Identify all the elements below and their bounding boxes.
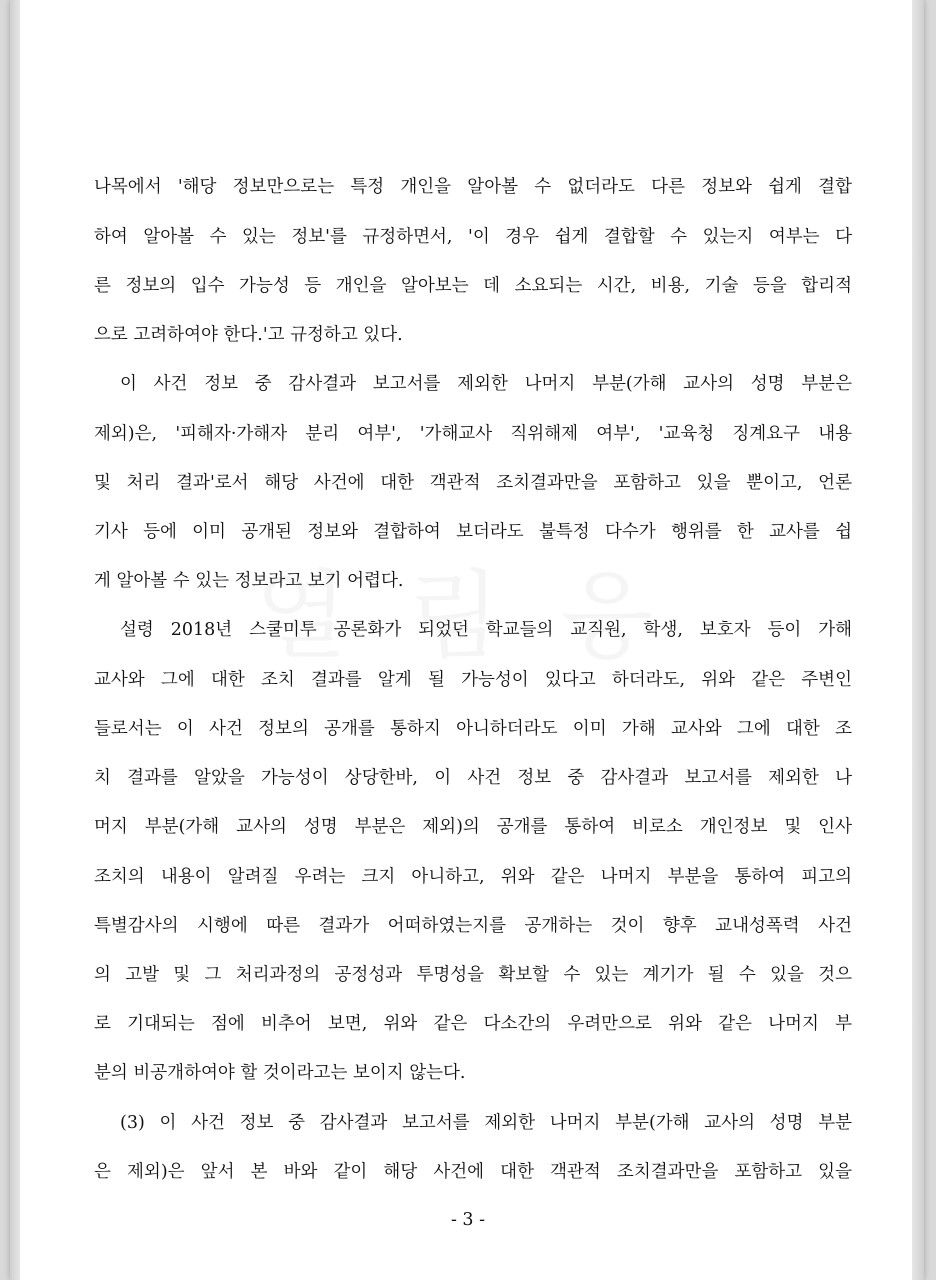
body-line: 조치의 내용이 알려질 우려는 크지 아니하고, 위와 같은 나머지 부분을 통하여 피고의: [94, 867, 852, 887]
body-line: 으로 고려하여야 한다.'고 규정하고 있다.: [94, 325, 403, 345]
body-line: 의 고발 및 그 처리과정의 공정성과 투명성을 확보할 수 있는 계기가 될 수 있을 것으: [94, 965, 852, 985]
document-page: [10, 0, 924, 1280]
body-line: 머지 부분(가해 교사의 성명 부분은 제외)의 공개를 통하여 비로소 개인정보 및 인사: [94, 817, 852, 837]
body-line: 하여 알아볼 수 있는 정보'를 규정하면서, '이 경우 쉽게 결합할 수 있는지 여부는 다: [94, 227, 852, 247]
body-line: 치 결과를 알았을 가능성이 상당한바, 이 사건 정보 중 감사결과 보고서를 제외한 나: [94, 768, 852, 788]
paragraph-start-line: 이 사건 정보 중 감사결과 보고서를 제외한 나머지 부분(가해 교사의 성명 부분은: [120, 374, 852, 394]
body-line: 제외)은, '피해자·가해자 분리 여부', '가해교사 직위해제 여부', '교육청 징계요구 내용: [94, 424, 852, 444]
paragraph-start-line: 설령 2018년 스쿨미투 공론화가 되었던 학교들의 교직원, 학생, 보호자 등이 가해: [120, 620, 852, 640]
body-line: 특별감사의 시행에 따른 결과가 어떠하였는지를 공개하는 것이 향후 교내성폭력 사건: [94, 916, 852, 936]
body-line: 른 정보의 입수 가능성 등 개인을 알아보는 데 소요되는 시간, 비용, 기술 등을 합리적: [94, 276, 852, 296]
body-line: 분의 비공개하여야 할 것이라고는 보이지 않는다.: [94, 1063, 466, 1083]
body-line: 기사 등에 이미 공개된 정보와 결합하여 보더라도 불특정 다수가 행위를 한 교사를 쉽: [94, 522, 852, 542]
watermark: [255, 540, 713, 677]
body-line: 및 처리 결과'로서 해당 사건에 대한 객관적 조치결과만을 포함하고 있을 뿐이고, 언론: [94, 473, 852, 493]
body-line: 나목에서 '해당 정보만으로는 특정 개인을 알아볼 수 없더라도 다른 정보와 쉽게 결합: [94, 177, 852, 197]
body-line: 교사와 그에 대한 조치 결과를 알게 될 가능성이 있다고 하더라도, 위와 같은 주변인: [94, 670, 852, 690]
body-line: 게 알아볼 수 있는 정보라고 보기 어렵다.: [94, 571, 404, 591]
paragraph-start-line: (3) 이 사건 정보 중 감사결과 보고서를 제외한 나머지 부분(가해 교사의 성명 부분: [120, 1113, 852, 1133]
body-line: 들로서는 이 사건 정보의 공개를 통하지 아니하더라도 이미 가해 교사와 그에 대한 조: [94, 719, 852, 739]
body-line: 은 제외)은 앞서 본 바와 같이 해당 사건에 대한 객관적 조치결과만을 포함하고 있을: [94, 1162, 852, 1182]
body-line: 로 기대되는 점에 비추어 보면, 위와 같은 다소간의 우려만으로 위와 같은 나머지 부: [94, 1014, 852, 1034]
page-edge-left: [10, 0, 20, 1280]
page-number: - 3 -: [450, 1210, 486, 1230]
page-edge-right: [912, 0, 924, 1280]
